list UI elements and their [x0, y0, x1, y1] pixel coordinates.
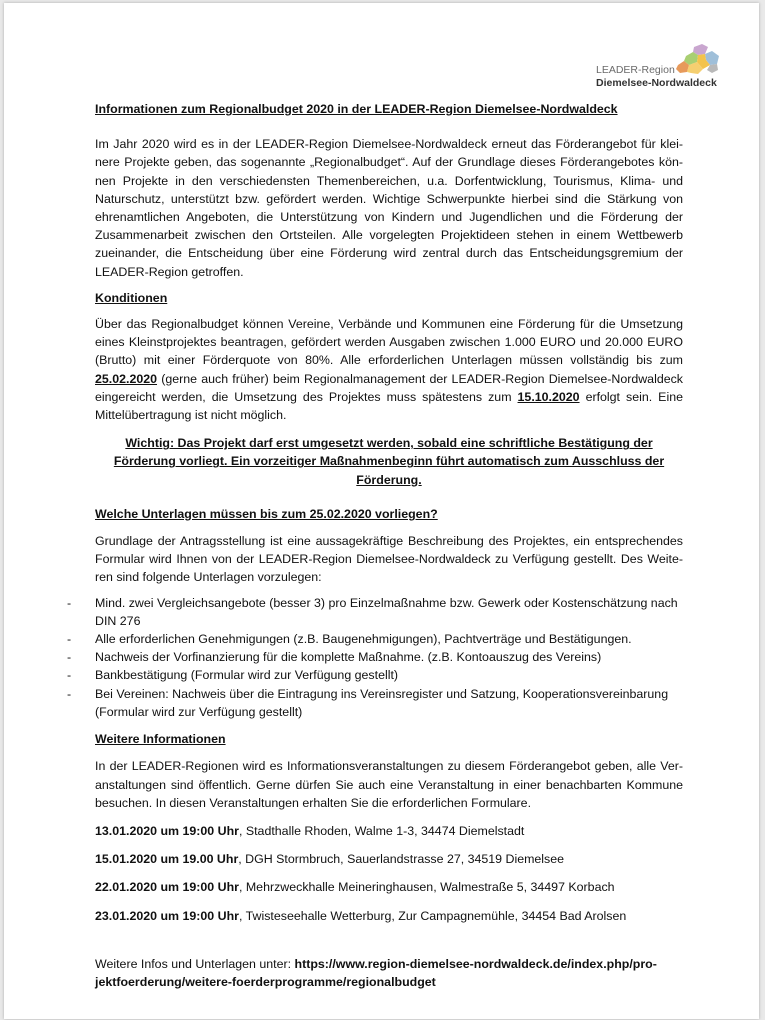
unterlagen-heading: Welche Unterlagen müssen bis zum 25.02.2020 vorliegen? — [95, 506, 438, 521]
footer-info — [95, 955, 683, 991]
unterlagen-list — [67, 594, 683, 721]
bullet-dash: - — [67, 650, 72, 665]
list-item — [67, 630, 683, 648]
event-line — [95, 822, 683, 840]
list-item-text: Nachweis der Vorfinanzierung für die komplette Maßnahme. (z.B. Kontoauszug des Vereins) — [95, 650, 602, 665]
implementation-deadline-date: 15.10.2020 — [517, 389, 580, 404]
event-line — [95, 850, 683, 868]
event-line — [95, 878, 683, 896]
unterlagen-intro: Grundlage der Antragsstellung ist eine aussagekräftige Beschreibung des Projektes, ein entsprechendes Formular wird Ihnen von der LEADER-Region Diemelsee-Nordwaldeck zu Verfügung gestellt. Des Weiteren sind folgende Unterlagen vorzulegen: — [95, 534, 683, 585]
konditionen-paragraph — [95, 315, 683, 424]
list-item-text: Alle erforderlichen Genehmigungen (z.B. Baugenehmigungen), Pachtverträge und Bestätigungen. — [95, 632, 632, 647]
region-map-icon — [674, 43, 722, 81]
footer-label: Weitere Infos und Unterlagen unter: — [95, 956, 295, 971]
leader-region-logo — [590, 43, 730, 97]
bullet-dash: - — [67, 686, 72, 701]
event-line — [95, 907, 683, 925]
list-item — [67, 666, 683, 684]
list-item-text: Bei Vereinen: Nachweis über die Eintragung ins Vereinsregister und Satzung, Kooperationsvereinbarung (Formular wird zur Verfügung gestellt) — [95, 686, 669, 719]
list-item — [67, 685, 683, 721]
weitere-paragraph: In der LEADER-Regionen wird es Informationsveranstaltungen zu diesem Förderangebot geben, alle Veranstaltungen sind öffentlich. Gerne dürfen Sie auch eine Veranstaltung in einer benachbarten Kommune besuchen. In diesen Veranstaltungen erhalten Sie die erforderlichen Formulare. — [95, 759, 683, 810]
logo-line-1: LEADER-Region — [596, 64, 675, 76]
konditionen-text-2: (gerne auch früher) beim Regionalmanagement der LEADER-Region Diemelsee-Nordwaldeck eingereicht werden, die Umsetzung des Projektes muss spätestens zum — [95, 371, 683, 404]
list-item-text: Bankbestätigung (Formular wird zur Verfügung gestellt) — [95, 668, 399, 683]
bullet-dash: - — [67, 668, 72, 683]
konditionen-heading: Konditionen — [95, 290, 168, 305]
page-title: Informationen zum Regionalbudget 2020 in der LEADER-Region Diemelsee-Nordwaldeck — [95, 102, 618, 116]
bullet-dash: - — [67, 595, 72, 610]
event-location: , Twisteseehalle Wetterburg, Zur Campagnemühle, 34454 Bad Arolsen — [238, 908, 627, 923]
event-location: , Mehrzweckhalle Meineringhausen, Walmestraße 5, 34497 Korbach — [238, 880, 615, 895]
konditionen-text-3: erfolgt sein. Eine Mittelübertragung ist nicht möglich. — [95, 389, 683, 423]
document-page — [4, 3, 759, 1019]
event-location: , Stadthalle Rhoden, Walme 1-3, 34474 Diemelstadt — [238, 823, 525, 838]
weitere-heading: Weitere Informationen — [95, 732, 226, 747]
logo-line-2: Diemelsee-Nordwaldeck — [596, 77, 717, 89]
deadline-date: 25.02.2020 — [95, 371, 158, 386]
event-datetime: 13.01.2020 um 19:00 Uhr — [95, 823, 239, 838]
event-datetime: 23.01.2020 um 19:00 Uhr — [95, 908, 239, 923]
footer-url-link[interactable]: https://www.region-diemelsee-nordwaldeck.de/index.php/projektfoerderung/weitere-foerderprogramme/regionalbudget — [95, 956, 657, 989]
list-item — [67, 594, 683, 630]
event-location: , DGH Stormbruch, Sauerlandstrasse 27, 34519 Diemelsee — [238, 852, 565, 867]
list-item-text: Mind. zwei Vergleichsangebote (besser 3) pro Einzelmaßnahme bzw. Gewerk oder Kostenschätzung nach DIN 276 — [95, 595, 678, 628]
intro-paragraph: Im Jahr 2020 wird es in der LEADER-Region Diemelsee-Nordwaldeck erneut das Förderangebot für kleinere Projekte geben, das sogenannte „Regionalbudget“. Auf der Grundlage dieses Förderangebotes können Projekte in den verschiedensten Themenbereichen, u.a. Dorfentwicklung, Tourismus, Klima- und Naturschutz, unterstützt bzw. gefördert werden. Wichtige Schwerpunkte hierbei sind die Stärkung von ehrenamtlichen Angeboten, die Unterstützung von Kindern und Jugendlichen und die Förderung der Zusammenarbeit zwischen den Ortsteilen. Alle vorgelegten Projektideen stehen in einem Wettbewerb zueinander, die Entscheidung über eine Förderung wird zentral durch das Entscheidungsgremium der LEADER-Region getroffen. — [95, 137, 683, 279]
document-content — [67, 100, 683, 991]
event-datetime: 22.01.2020 um 19:00 Uhr — [95, 880, 239, 895]
konditionen-text-1: Über das Regionalbudget können Vereine, Verbände und Kommunen eine Förderung für die Umsetzung eines Kleinstprojektes beantragen, gefördert werden Ausgaben zwischen 1.000 EURO und 20.000 EURO (Brutto) mit einer Förderquote von 80%. Alle erforderlichen Unterlagen müssen vollständig bis zum — [95, 317, 683, 368]
event-datetime: 15.01.2020 um 19.00 Uhr — [95, 852, 239, 867]
bullet-dash: - — [67, 632, 72, 647]
warning-notice: Wichtig: Das Projekt darf erst umgesetzt werden, sobald eine schriftliche Bestätigung der Förderung vorliegt. Ein vorzeitiger Maßnahmenbeginn führt automatisch zum Ausschluss der Förderung. — [113, 436, 665, 487]
list-item — [67, 648, 683, 666]
